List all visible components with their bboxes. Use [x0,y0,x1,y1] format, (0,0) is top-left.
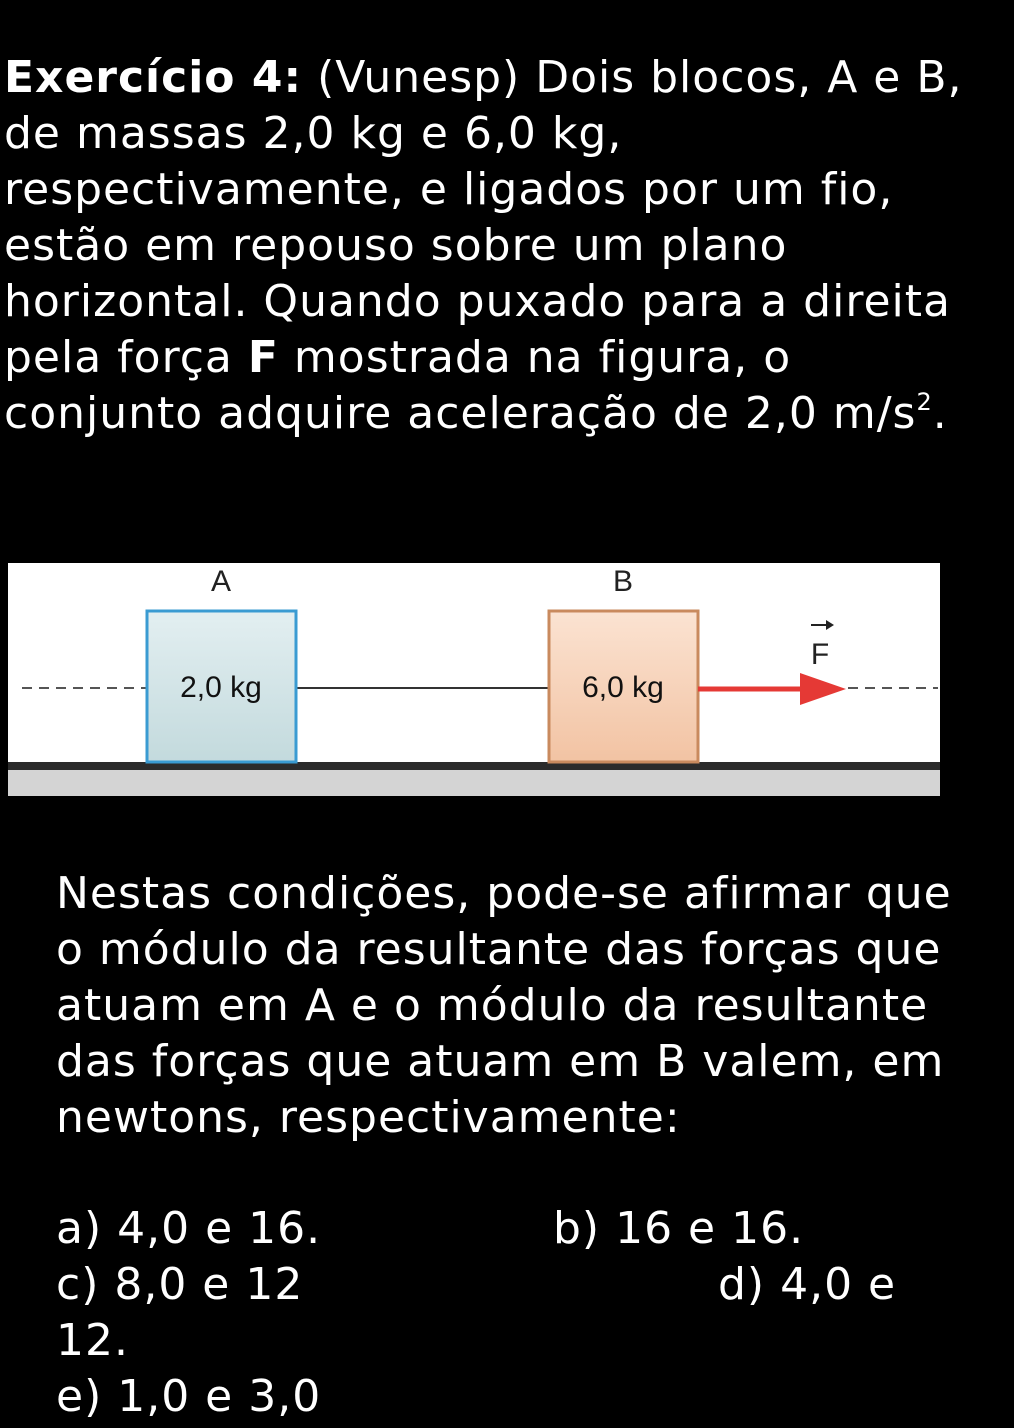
force-label: F [810,638,830,671]
option-a[interactable]: a) 4,0 e 16. [56,1203,322,1254]
block-b-label: B [612,565,634,598]
option-b[interactable]: b) 16 e 16. [553,1203,805,1254]
option-c[interactable]: c) 8,0 e 12 [56,1259,304,1310]
question-text: Nestas condições, pode-se afirmar que o módulo da resultante das forças que atuam em A e o módulo da resultante das forças que atuam em B valem, em newtons, respectivamente: [56,868,952,1143]
vector-arrow-icon [811,620,834,630]
exercise-title: Exercício 4: [4,52,303,103]
floor [8,770,940,796]
block-a-mass: 2,0 kg [180,671,262,704]
force-arrow-head [800,673,846,705]
option-e[interactable]: e) 1,0 e 3,0 [56,1371,322,1422]
blocks-figure [8,563,940,796]
exercise-statement [4,50,964,442]
statement-end: . [932,388,948,439]
statement-text-1: (Vunesp) Dois blocos, A e B, de massas 2,0 kg e 6,0 kg, respectivamente, e ligados por um fio, estão em repouso sobre um plano horizontal. Quando puxado para a direita pela força [4,52,963,383]
block-a-label: A [210,565,232,598]
blocks-diagram [8,563,940,796]
force-symbol: F [247,332,279,383]
exponent: 2 [916,388,933,416]
block-b-mass: 6,0 kg [582,671,664,704]
statement-text-2: mostrada na figura, o conjunto adquire aceleração de 2,0 m/s [4,332,917,439]
option-d[interactable]: d) 4,0 e [718,1259,897,1310]
option-d-continuation[interactable]: 12. [56,1315,129,1366]
